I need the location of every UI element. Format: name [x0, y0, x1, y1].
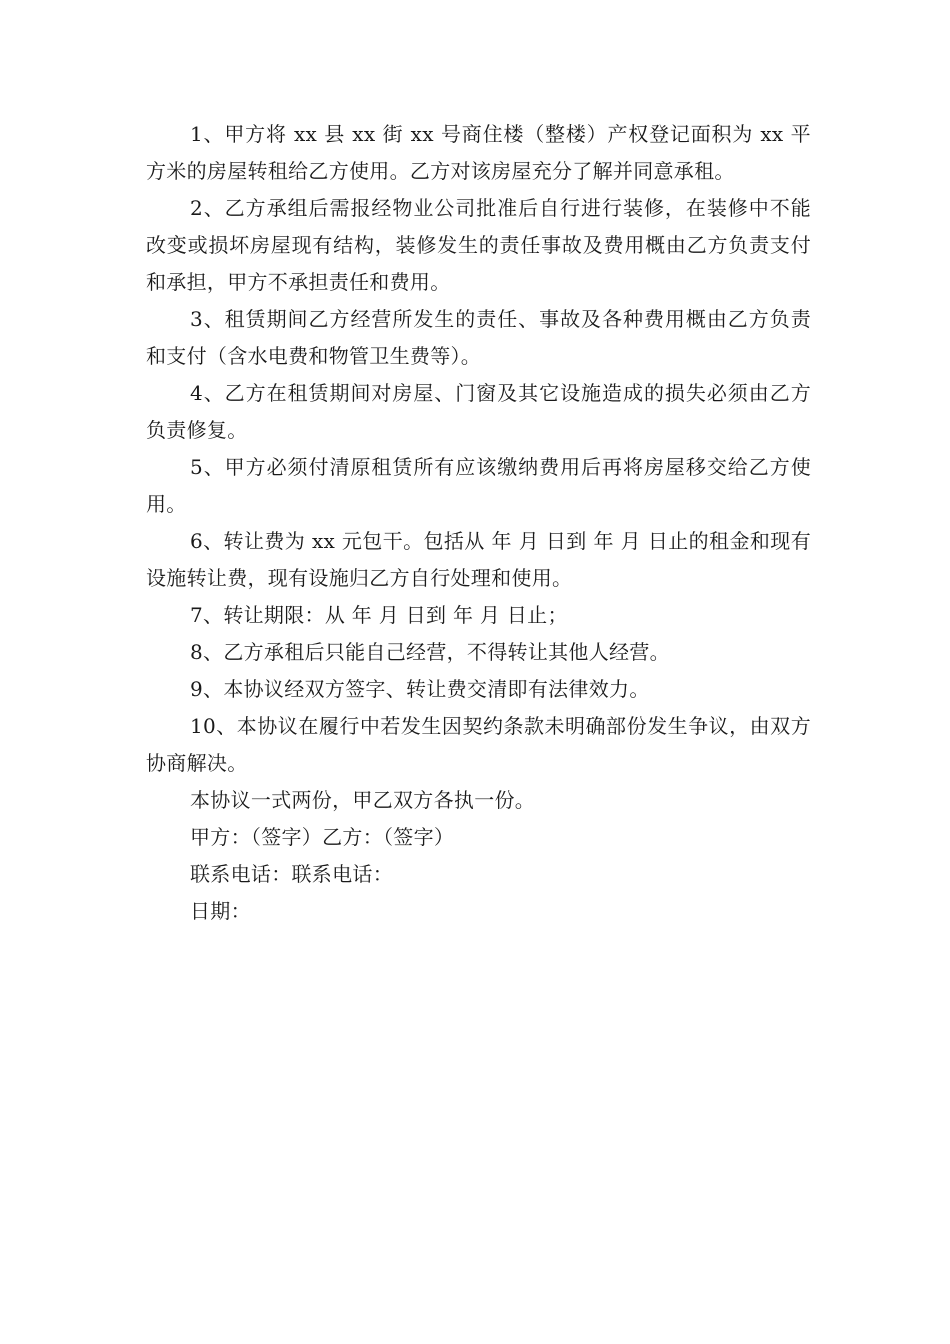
clause-1: 1、甲方将 xx 县 xx 街 xx 号商住楼（整楼）产权登记面积为 xx 平方米的房屋转租给乙方使用。乙方对该房屋充分了解并同意承租。	[146, 122, 811, 183]
date-line: 日期：	[190, 899, 251, 923]
clause-8: 8、乙方承租后只能自己经营，不得转让其他人经营。	[190, 640, 670, 664]
agreement-body	[146, 116, 811, 930]
clause-7: 7、转让期限：从 年 月 日到 年 月 日止；	[190, 603, 568, 627]
clause-4: 4、乙方在租赁期间对房屋、门窗及其它设施造成的损失必须由乙方负责修复。	[146, 381, 811, 442]
clause-5: 5、甲方必须付清原租赁所有应该缴纳费用后再将房屋移交给乙方使用。	[146, 455, 811, 516]
clause-3: 3、租赁期间乙方经营所发生的责任、事故及各种费用概由乙方负责和支付（含水电费和物管卫生费等）。	[146, 307, 811, 368]
clause-6: 6、转让费为 xx 元包干。包括从 年 月 日到 年 月 日止的租金和现有设施转让费，现有设施归乙方自行处理和使用。	[146, 529, 811, 590]
signature-line: 甲方：（签字）乙方：（签字）	[190, 825, 455, 849]
closing-statement: 本协议一式两份，甲乙双方各执一份。	[190, 788, 536, 812]
clause-9: 9、本协议经双方签字、转让费交清即有法律效力。	[190, 677, 650, 701]
clause-10: 10、本协议在履行中若发生因契约条款未明确部份发生争议，由双方协商解决。	[146, 714, 811, 775]
clause-2: 2、乙方承组后需报经物业公司批准后自行进行装修，在装修中不能改变或损坏房屋现有结构，装修发生的责任事故及费用概由乙方负责支付和承担，甲方不承担责任和费用。	[146, 196, 811, 294]
phone-line: 联系电话：联系电话：	[190, 862, 393, 886]
